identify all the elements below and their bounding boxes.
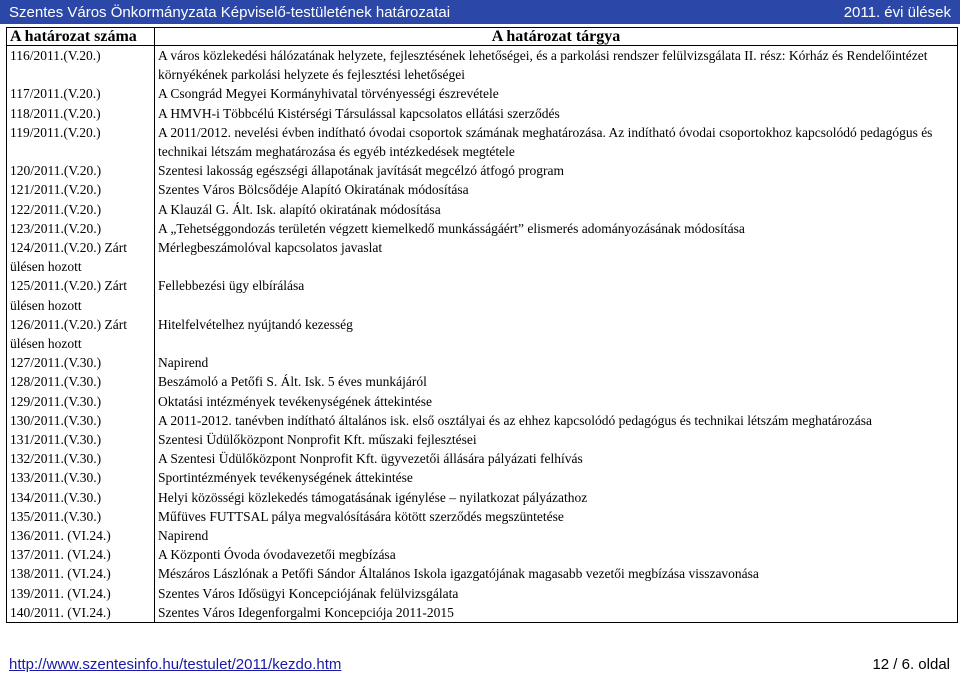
table-row <box>7 123 958 161</box>
resolution-number: 116/2011.(V.20.) <box>7 46 155 85</box>
resolution-subject: A HMVH-i Többcélú Kistérségi Társulással kapcsolatos ellátási szerződés <box>155 104 958 123</box>
resolution-subject: A Központi Óvoda óvodavezetői megbízása <box>155 545 958 564</box>
table-row <box>7 315 958 353</box>
table-row <box>7 46 958 85</box>
table-row <box>7 84 958 103</box>
resolution-subject: Szentes Város Bölcsődéje Alapító Okiratának módosítása <box>155 180 958 199</box>
resolution-subject: A Szentesi Üdülőközpont Nonprofit Kft. ügyvezetői állására pályázati felhívás <box>155 449 958 468</box>
resolution-subject: Mérlegbeszámolóval kapcsolatos javaslat <box>155 238 958 276</box>
column-header-subject: A határozat tárgya <box>155 28 958 46</box>
resolution-subject: Fellebbezési ügy elbírálása <box>155 276 958 314</box>
page-header <box>0 0 960 24</box>
table-row <box>7 430 958 449</box>
resolution-number: 123/2011.(V.20.) <box>7 219 155 238</box>
table-row <box>7 238 958 276</box>
table-header-row <box>7 28 958 46</box>
resolution-subject: A Csongrád Megyei Kormányhivatal törvényességi észrevétele <box>155 84 958 103</box>
resolution-subject: Helyi közösségi közlekedés támogatásának igénylése – nyilatkozat pályázathoz <box>155 488 958 507</box>
table-row <box>7 353 958 372</box>
table-row <box>7 200 958 219</box>
resolution-number: 122/2011.(V.20.) <box>7 200 155 219</box>
resolution-number: 118/2011.(V.20.) <box>7 104 155 123</box>
table-row <box>7 507 958 526</box>
resolution-subject: Mészáros Lászlónak a Petőfi Sándor Általános Iskola igazgatójának magasabb vezetői megbízása visszavonása <box>155 564 958 583</box>
table-row <box>7 564 958 583</box>
column-header-number: A határozat száma <box>7 28 155 46</box>
table-row <box>7 468 958 487</box>
table-row <box>7 526 958 545</box>
resolution-number: 139/2011. (VI.24.) <box>7 584 155 603</box>
table-row <box>7 411 958 430</box>
resolution-number: 140/2011. (VI.24.) <box>7 603 155 623</box>
resolution-number: 119/2011.(V.20.) <box>7 123 155 161</box>
table-body <box>7 46 958 623</box>
resolution-number: 131/2011.(V.30.) <box>7 430 155 449</box>
resolution-number: 138/2011. (VI.24.) <box>7 564 155 583</box>
table-row <box>7 372 958 391</box>
resolution-subject: A 2011/2012. nevelési évben indítható óvodai csoportok számának meghatározása. Az indítható óvodai csoportokhoz kapcsolódó pedagógus és technikai létszám meghatározása és egyéb intézkedések megtétele <box>155 123 958 161</box>
table-row <box>7 545 958 564</box>
table-row <box>7 104 958 123</box>
table-row <box>7 180 958 199</box>
resolution-number: 129/2011.(V.30.) <box>7 392 155 411</box>
page-number: 12 / 6. oldal <box>872 656 950 673</box>
resolution-number: 120/2011.(V.20.) <box>7 161 155 180</box>
resolution-number: 128/2011.(V.30.) <box>7 372 155 391</box>
resolution-subject: A Klauzál G. Ált. Isk. alapító okiratának módosítása <box>155 200 958 219</box>
resolution-number: 133/2011.(V.30.) <box>7 468 155 487</box>
resolution-subject: A „Tehetséggondozás területén végzett kiemelkedő munkásságáért” elismerés adományozásának módosítása <box>155 219 958 238</box>
resolution-number: 135/2011.(V.30.) <box>7 507 155 526</box>
resolution-subject: Szentesi lakosság egészségi állapotának javítását megcélzó átfogó program <box>155 161 958 180</box>
resolution-number: 134/2011.(V.30.) <box>7 488 155 507</box>
resolution-subject: A 2011-2012. tanévben indítható általános isk. első osztályai és az ehhez kapcsolódó pedagógus és technikai létszám meghatározása <box>155 411 958 430</box>
resolution-subject: Szentes Város Idegenforgalmi Koncepciója 2011-2015 <box>155 603 958 623</box>
resolution-subject: Hitelfelvételhez nyújtandó kezesség <box>155 315 958 353</box>
resolution-subject: Beszámoló a Petőfi S. Ált. Isk. 5 éves munkájáról <box>155 372 958 391</box>
resolution-number: 130/2011.(V.30.) <box>7 411 155 430</box>
table-row <box>7 603 958 623</box>
table-row <box>7 584 958 603</box>
footer-url-link[interactable]: http://www.szentesinfo.hu/testulet/2011/kezdo.htm <box>9 656 342 673</box>
resolution-number: 124/2011.(V.20.) Zárt ülésen hozott <box>7 238 155 276</box>
table-row <box>7 219 958 238</box>
resolution-subject: Oktatási intézmények tevékenységének áttekintése <box>155 392 958 411</box>
resolution-number: 132/2011.(V.30.) <box>7 449 155 468</box>
resolution-subject: Napirend <box>155 353 958 372</box>
header-year: 2011. évi ülések <box>843 3 951 21</box>
resolution-subject: Szentes Város Idősügyi Koncepciójának felülvizsgálata <box>155 584 958 603</box>
resolution-subject: Műfüves FUTTSAL pálya megvalósítására kötött szerződés megszüntetése <box>155 507 958 526</box>
resolution-subject: A város közlekedési hálózatának helyzete, fejlesztésének lehetőségei, és a parkolási rendszer felülvizsgálata II. rész: Kórház és Rendelőintézet környékének parkolási helyzete és fejlesztési lehetőségei <box>155 46 958 85</box>
resolution-number: 125/2011.(V.20.) Zárt ülésen hozott <box>7 276 155 314</box>
table-row <box>7 488 958 507</box>
resolution-number: 127/2011.(V.30.) <box>7 353 155 372</box>
resolution-number: 137/2011. (VI.24.) <box>7 545 155 564</box>
table-row <box>7 161 958 180</box>
table-row <box>7 449 958 468</box>
resolutions-table <box>6 27 958 623</box>
resolution-number: 126/2011.(V.20.) Zárt ülésen hozott <box>7 315 155 353</box>
resolution-number: 117/2011.(V.20.) <box>7 84 155 103</box>
resolution-subject: Szentesi Üdülőközpont Nonprofit Kft. műszaki fejlesztései <box>155 430 958 449</box>
resolution-subject: Napirend <box>155 526 958 545</box>
table-row <box>7 276 958 314</box>
resolution-subject: Sportintézmények tevékenységének áttekintése <box>155 468 958 487</box>
table-row <box>7 392 958 411</box>
resolution-number: 121/2011.(V.20.) <box>7 180 155 199</box>
header-title: Szentes Város Önkormányzata Képviselő-testületének határozatai <box>9 3 451 21</box>
resolution-number: 136/2011. (VI.24.) <box>7 526 155 545</box>
